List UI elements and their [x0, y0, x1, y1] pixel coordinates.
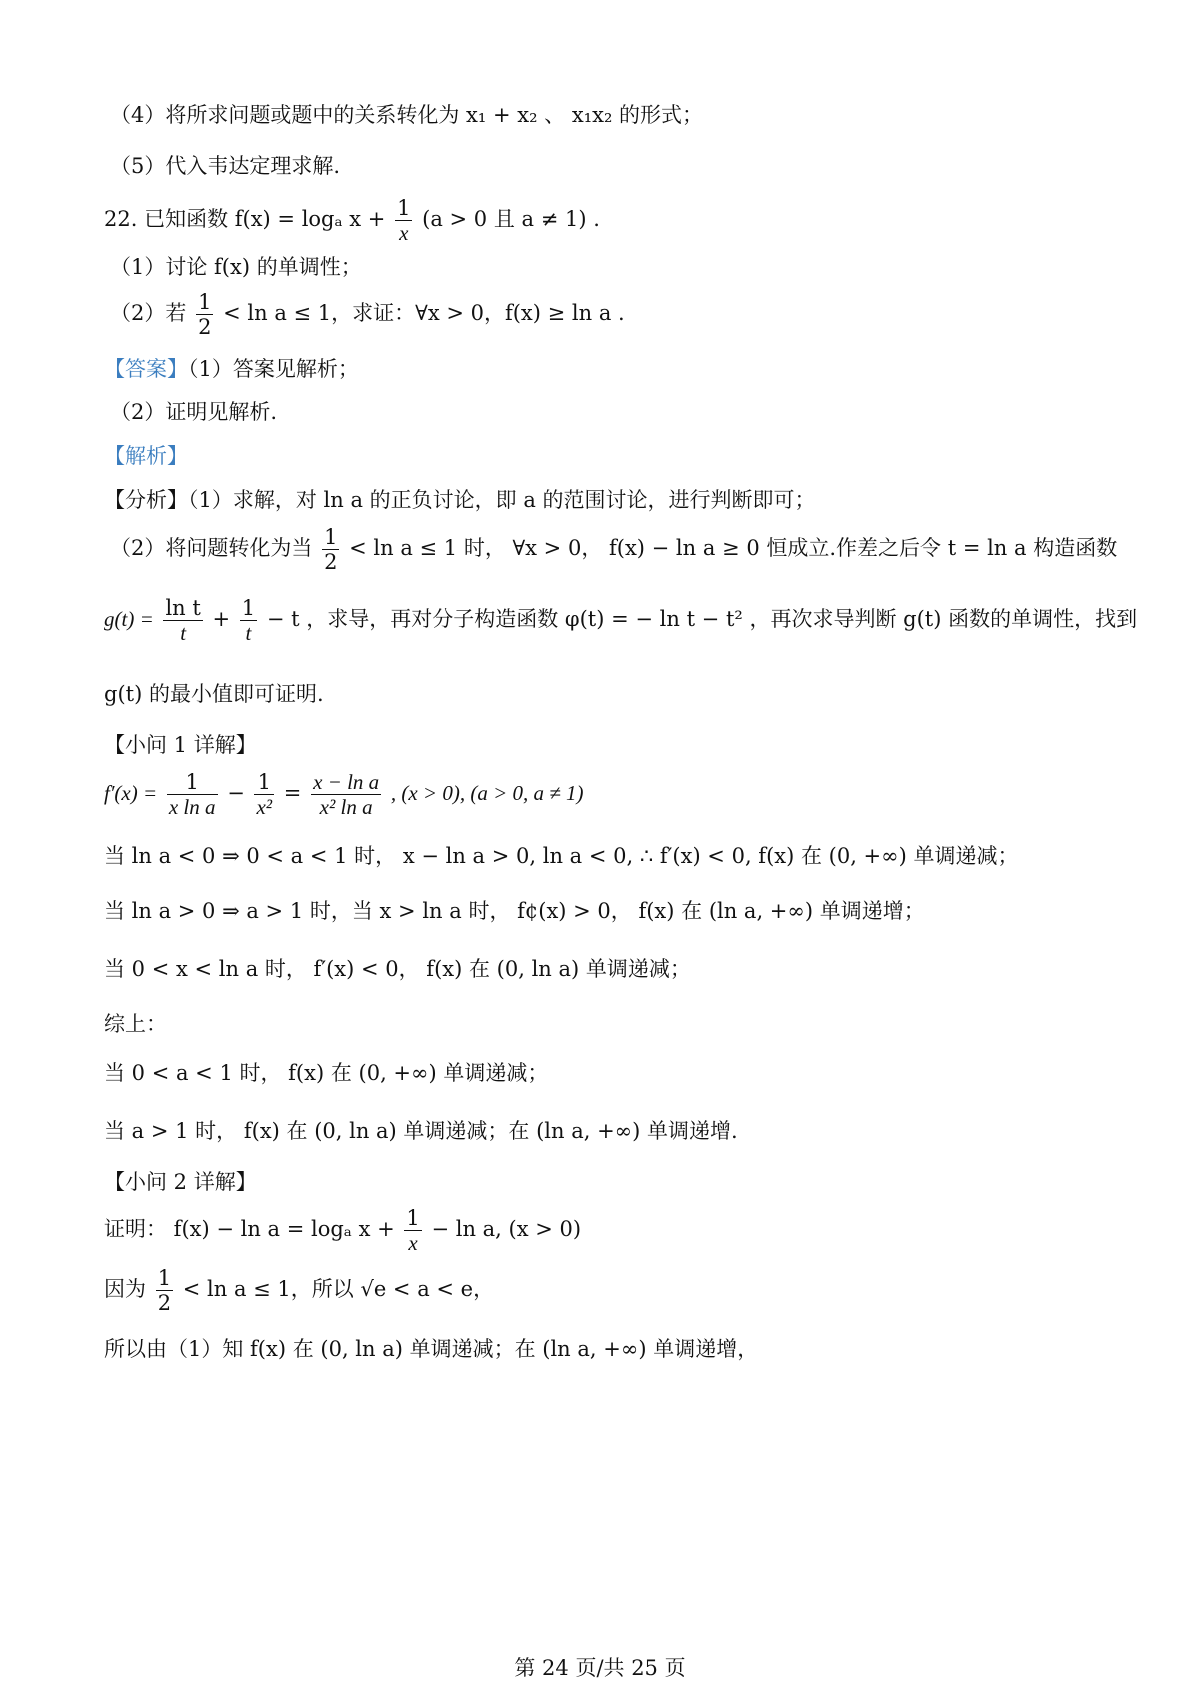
answer-text: （1）答案见解析；	[188, 357, 359, 381]
math-text: < ln a ≤ 1，所以 √e < a < e，	[182, 1277, 495, 1301]
text-line: （1）讨论 f(x) 的单调性；	[110, 255, 362, 279]
numerator: 1	[397, 196, 411, 220]
fraction	[404, 1206, 421, 1255]
numerator: 1	[406, 1206, 420, 1230]
fraction	[196, 290, 213, 339]
math-text: =	[283, 781, 302, 805]
math-text: 22. 已知函数 f(x) = logₐ x +	[104, 207, 386, 231]
numerator: 1	[254, 770, 274, 795]
math-text: < ln a ≤ 1，求证：∀x > 0，f(x) ≥ ln a .	[223, 301, 625, 325]
math-text: , (x > 0), (a > 0, a ≠ 1)	[390, 781, 584, 805]
denominator: t	[180, 621, 187, 645]
text-line: g(t) 的最小值即可证明.	[104, 682, 324, 706]
math-text: （2）若	[110, 301, 187, 325]
math-text: − ln a, (x > 0)	[431, 1217, 582, 1241]
math-text: 证明： f(x) − ln a = logₐ x +	[104, 1217, 395, 1241]
text-line: 当 ln a > 0 ⇒ a > 1 时，当 x > ln a 时， f¢(x) > 0， f(x) 在 (ln a, +∞) 单调递增；	[104, 899, 925, 923]
text-line	[104, 596, 1137, 645]
numerator: 1	[241, 596, 256, 620]
math-text: (a > 0 且 a ≠ 1) .	[422, 207, 600, 231]
text-line: 所以由（1）知 f(x) 在 (0, ln a) 单调递减；在 (ln a, +∞) 单调递增，	[104, 1337, 759, 1361]
text-line	[110, 525, 1117, 574]
denominator: 2	[198, 315, 212, 339]
answer-tag: 【答案】	[104, 357, 188, 381]
numerator: x − ln a	[313, 770, 380, 794]
text-line	[104, 1206, 581, 1255]
fraction	[311, 770, 381, 819]
section-heading: 【小问 1 详解】	[104, 733, 257, 757]
text-line: 当 a > 1 时， f(x) 在 (0, ln a) 单调递减；在 (ln a, +∞) 单调递增.	[104, 1119, 738, 1143]
numerator: 1	[157, 1266, 172, 1290]
denominator: x² ln a	[319, 795, 373, 819]
denominator: t	[245, 621, 252, 645]
problem-statement	[104, 196, 600, 245]
answer-line	[104, 355, 359, 383]
math-text: +	[212, 607, 231, 631]
fraction	[156, 1266, 173, 1315]
denominator: 2	[157, 1291, 172, 1315]
text-line: （2）证明见解析.	[110, 400, 278, 424]
math-text: 因为	[104, 1277, 146, 1301]
fraction	[322, 525, 339, 574]
denominator: x ln a	[168, 795, 216, 819]
section-heading: 【小问 2 详解】	[104, 1170, 257, 1194]
text-line: 当 0 < x < ln a 时， f′(x) < 0， f(x) 在 (0, ln a) 单调递减；	[104, 957, 691, 981]
text-line	[104, 1266, 494, 1315]
text-line: 当 0 < a < 1 时， f(x) 在 (0, +∞) 单调递减；	[104, 1061, 549, 1085]
math-text: −	[227, 781, 245, 805]
denominator: x²	[256, 795, 273, 819]
analysis-tag: 【解析】	[104, 444, 188, 468]
text-line: （5）代入韦达定理求解.	[110, 154, 341, 178]
derivative-formula	[104, 770, 584, 819]
denominator: 2	[324, 550, 338, 574]
text-line: （4）将所求问题或题中的关系转化为 x₁ + x₂ 、 x₁x₂ 的形式；	[110, 103, 704, 127]
text-line	[110, 290, 625, 339]
fraction	[167, 770, 218, 819]
text-line: 综上：	[104, 1012, 167, 1036]
page-footer: 第 24 页/共 25 页	[514, 1656, 686, 1680]
denominator: x	[408, 1231, 418, 1255]
math-text: g(t) =	[104, 607, 154, 631]
math-text: − t ，求导，再对分子构造函数 φ(t) = − ln t − t² ，再次求导判断 g(t) 函数的单调性，找到	[266, 607, 1138, 631]
numerator: 1	[324, 525, 338, 549]
fraction	[240, 596, 257, 645]
text-line: 当 ln a < 0 ⇒ 0 < a < 1 时， x − ln a > 0, ln a < 0, ∴ f′(x) < 0, f(x) 在 (0, +∞) 单调递减；	[104, 844, 1019, 868]
math-text: f′(x) =	[104, 781, 158, 805]
numerator: 1	[167, 770, 218, 795]
text-line: 【分析】（1）求解，对 ln a 的正负讨论，即 a 的范围讨论，进行判断即可；	[104, 488, 816, 512]
numerator: ln t	[165, 596, 201, 620]
fraction	[395, 196, 412, 245]
denominator: x	[399, 221, 409, 245]
fraction	[254, 770, 274, 819]
numerator: 1	[198, 290, 212, 314]
math-text: < ln a ≤ 1 时， ∀x > 0， f(x) − ln a ≥ 0 恒成立.作差之后令 t = ln a 构造函数	[349, 536, 1118, 560]
fraction	[163, 596, 202, 645]
math-text: （2）将问题转化为当	[110, 536, 313, 560]
